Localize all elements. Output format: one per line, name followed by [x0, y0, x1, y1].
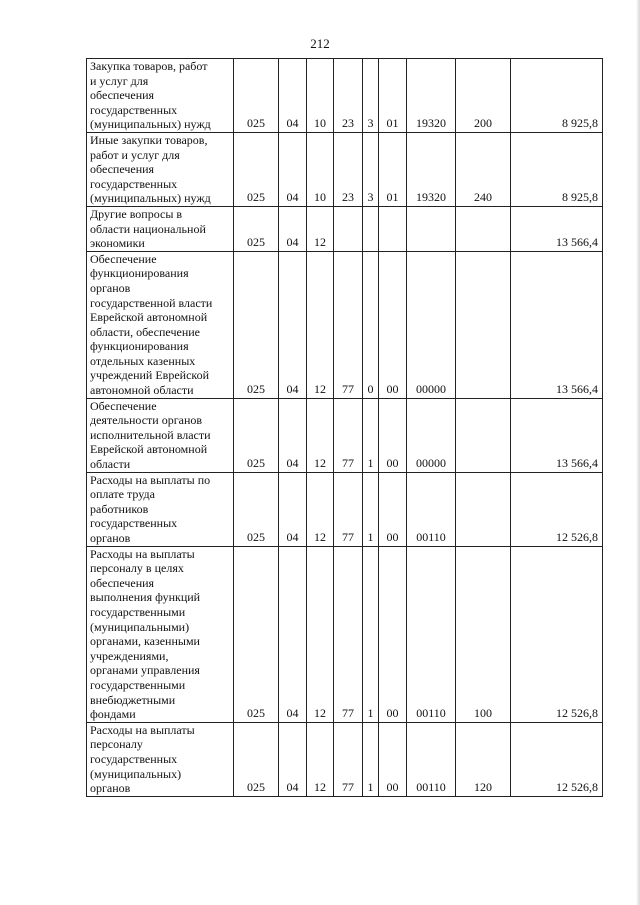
direction-code-cell: 00110	[407, 472, 456, 546]
amount-cell: 8 925,8	[511, 59, 603, 133]
table-row	[87, 206, 603, 251]
admin-code-cell: 025	[234, 722, 279, 796]
section-code-cell: 04	[279, 398, 307, 472]
subsection-code-cell: 12	[307, 472, 334, 546]
subprogram-code-cell: 3	[363, 59, 379, 133]
direction-code-cell: 00110	[407, 722, 456, 796]
activity-code-cell: 01	[379, 59, 407, 133]
section-code-cell: 04	[279, 546, 307, 722]
row-name-cell: Расходы на выплаты по оплате труда работников государственных органов	[87, 472, 234, 546]
program-code-cell: 77	[334, 398, 363, 472]
activity-code-cell: 00	[379, 251, 407, 398]
amount-cell: 12 526,8	[511, 546, 603, 722]
admin-code-cell: 025	[234, 206, 279, 251]
subsection-code-cell: 10	[307, 59, 334, 133]
admin-code-cell: 025	[234, 132, 279, 206]
subprogram-code-cell	[363, 206, 379, 251]
section-code-cell: 04	[279, 472, 307, 546]
subprogram-code-cell: 1	[363, 722, 379, 796]
program-code-cell: 23	[334, 59, 363, 133]
admin-code-cell: 025	[234, 251, 279, 398]
expense-type-cell	[456, 206, 511, 251]
row-name-cell: Расходы на выплаты персоналу государственных (муниципальных) органов	[87, 722, 234, 796]
direction-code-cell: 19320	[407, 132, 456, 206]
table-body	[87, 59, 603, 797]
program-code-cell	[334, 206, 363, 251]
table-row	[87, 398, 603, 472]
direction-code-cell	[407, 206, 456, 251]
activity-code-cell	[379, 206, 407, 251]
subsection-code-cell: 12	[307, 722, 334, 796]
subprogram-code-cell: 1	[363, 472, 379, 546]
admin-code-cell: 025	[234, 59, 279, 133]
scan-edge	[636, 0, 640, 905]
expense-type-cell: 200	[456, 59, 511, 133]
activity-code-cell: 01	[379, 132, 407, 206]
admin-code-cell: 025	[234, 472, 279, 546]
section-code-cell: 04	[279, 59, 307, 133]
activity-code-cell: 00	[379, 472, 407, 546]
amount-cell: 12 526,8	[511, 472, 603, 546]
subsection-code-cell: 10	[307, 132, 334, 206]
expense-type-cell	[456, 472, 511, 546]
expense-type-cell	[456, 251, 511, 398]
table-row	[87, 132, 603, 206]
activity-code-cell: 00	[379, 398, 407, 472]
section-code-cell: 04	[279, 251, 307, 398]
table-row	[87, 59, 603, 133]
program-code-cell: 77	[334, 472, 363, 546]
row-name-cell: Другие вопросы в области национальной экономики	[87, 206, 234, 251]
subprogram-code-cell: 1	[363, 398, 379, 472]
expense-type-cell: 100	[456, 546, 511, 722]
table-row	[87, 472, 603, 546]
subsection-code-cell: 12	[307, 206, 334, 251]
table-row	[87, 251, 603, 398]
subprogram-code-cell: 3	[363, 132, 379, 206]
direction-code-cell: 00110	[407, 546, 456, 722]
direction-code-cell: 00000	[407, 251, 456, 398]
amount-cell: 8 925,8	[511, 132, 603, 206]
program-code-cell: 77	[334, 251, 363, 398]
activity-code-cell: 00	[379, 546, 407, 722]
subprogram-code-cell: 0	[363, 251, 379, 398]
expense-type-cell: 240	[456, 132, 511, 206]
row-name-cell: Иные закупки товаров, работ и услуг для обеспечения государственных (муниципальных) нужд	[87, 132, 234, 206]
subsection-code-cell: 12	[307, 546, 334, 722]
admin-code-cell: 025	[234, 546, 279, 722]
subsection-code-cell: 12	[307, 251, 334, 398]
section-code-cell: 04	[279, 206, 307, 251]
amount-cell: 13 566,4	[511, 251, 603, 398]
row-name-cell: Расходы на выплаты персоналу в целях обеспечения выполнения функций государственными (муниципальными) органами, казенными учреждениями, органами управления государственными внебюджетными фондами	[87, 546, 234, 722]
table-row	[87, 722, 603, 796]
row-name-cell: Обеспечение деятельности органов исполнительной власти Еврейской автономной области	[87, 398, 234, 472]
row-name-cell: Обеспечение функционирования органов государственной власти Еврейской автономной области, обеспечение функционирования отдельных казенных учреждений Еврейской автономной области	[87, 251, 234, 398]
table-row	[87, 546, 603, 722]
section-code-cell: 04	[279, 722, 307, 796]
amount-cell: 13 566,4	[511, 206, 603, 251]
admin-code-cell: 025	[234, 398, 279, 472]
program-code-cell: 77	[334, 546, 363, 722]
subprogram-code-cell: 1	[363, 546, 379, 722]
row-name-cell: Закупка товаров, работ и услуг для обеспечения государственных (муниципальных) нужд	[87, 59, 234, 133]
direction-code-cell: 19320	[407, 59, 456, 133]
program-code-cell: 23	[334, 132, 363, 206]
amount-cell: 12 526,8	[511, 722, 603, 796]
expense-type-cell: 120	[456, 722, 511, 796]
amount-cell: 13 566,4	[511, 398, 603, 472]
section-code-cell: 04	[279, 132, 307, 206]
subsection-code-cell: 12	[307, 398, 334, 472]
direction-code-cell: 00000	[407, 398, 456, 472]
expense-type-cell	[456, 398, 511, 472]
budget-table	[86, 58, 603, 797]
page-number: 212	[310, 36, 330, 51]
program-code-cell: 77	[334, 722, 363, 796]
activity-code-cell: 00	[379, 722, 407, 796]
